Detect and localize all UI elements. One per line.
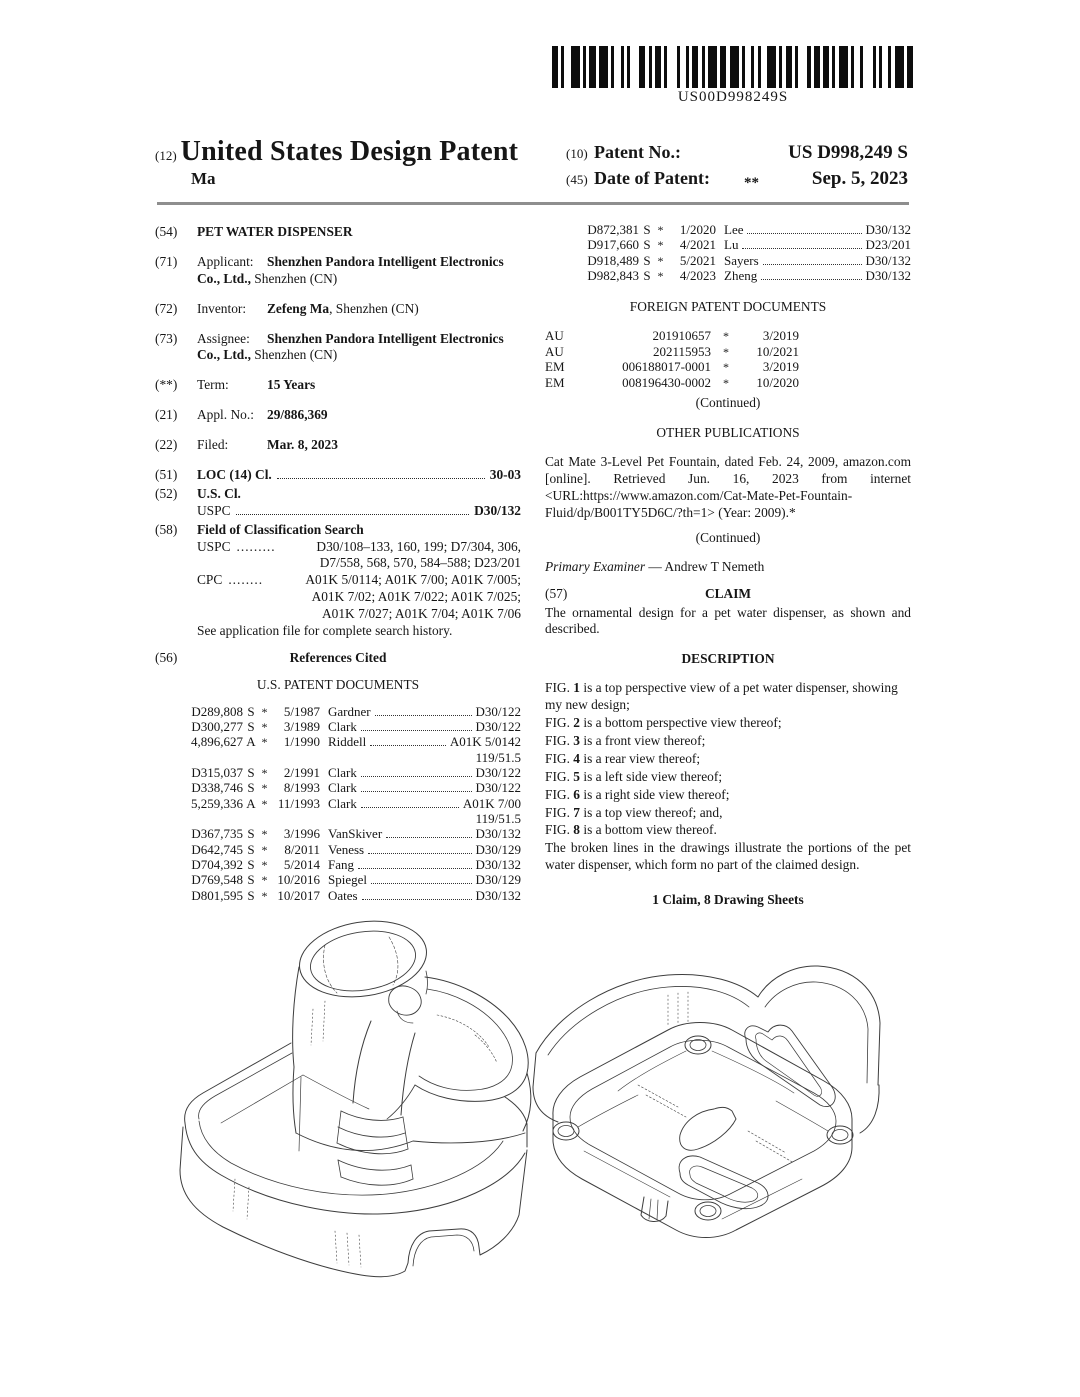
us-class-body <box>197 486 521 520</box>
ref-name: Clark <box>328 765 357 781</box>
ref-star: * <box>261 720 268 735</box>
us-references-list-continued <box>577 222 911 283</box>
dot-leader <box>361 791 472 792</box>
fig-text: is a right side view thereof; <box>580 786 730 802</box>
filed-section <box>155 437 521 454</box>
cpc-search-line-3: A01K 7/027; A01K 7/04; A01K 7/06 <box>321 606 521 622</box>
filed-value: Mar. 8, 2023 <box>267 437 338 453</box>
dot-leader <box>375 715 472 716</box>
ref-name: Oates <box>328 887 358 903</box>
ref-date: 4/2021 <box>679 237 716 253</box>
us-ref-row <box>577 253 911 268</box>
ref-class: D30/129 <box>475 872 521 888</box>
cpc-search-line-1 <box>197 572 521 589</box>
fig-label: FIG. <box>545 804 570 820</box>
us-ref-row <box>181 857 521 872</box>
ref-star: * <box>261 842 268 857</box>
foreign-number: 006188017-0001 <box>622 359 711 375</box>
fig-description <box>545 751 911 768</box>
fig-number: 5 <box>573 768 580 784</box>
description-heading: DESCRIPTION <box>681 651 775 667</box>
ref-kind: S <box>643 222 651 237</box>
claim-heading: CLAIM <box>704 585 752 601</box>
foreign-number: 202115953 <box>652 343 711 359</box>
field-number: (58) <box>155 521 178 537</box>
field-of-search-section <box>155 522 521 640</box>
ref-class: D30/122 <box>475 703 521 719</box>
ref-number: D704,392 <box>191 856 243 872</box>
us-ref-row <box>181 826 521 841</box>
ref-number: D642,745 <box>191 841 243 857</box>
fig-description <box>545 805 911 822</box>
ref-date: 10/2016 <box>277 872 320 888</box>
ref-class: D30/129 <box>475 841 521 857</box>
ref-class: D30/132 <box>865 222 911 237</box>
field-number: (71) <box>155 253 178 269</box>
field-number-45: (45) <box>566 172 588 187</box>
dot-leader <box>763 264 862 265</box>
ref-number: D300,277 <box>191 719 243 735</box>
loc-class-section <box>155 467 521 484</box>
ref-name: Zheng <box>724 267 758 283</box>
us-ref-row <box>181 872 521 887</box>
document-title: United States Design Patent <box>180 136 519 167</box>
assignee-location: Shenzhen (CN) <box>250 347 338 363</box>
ref-kind: S <box>247 826 255 842</box>
ref-kind: S <box>247 765 255 781</box>
fig-number: 6 <box>573 786 580 802</box>
us-class-label: U.S. Cl. <box>197 485 241 501</box>
fig-label: FIG. <box>545 768 570 784</box>
term-text <box>197 377 521 394</box>
filed-text <box>197 437 521 454</box>
cpc-search-line-2: A01K 7/02; A01K 7/022; A01K 7/025; <box>311 589 521 605</box>
dot-leader <box>761 279 861 280</box>
ref-name: Sayers <box>724 252 759 268</box>
front-page-right-column <box>545 222 911 909</box>
dot-leader: ........ <box>228 572 264 588</box>
ref-name: VanSkiver <box>328 826 383 842</box>
patent-no-label: Patent No.: <box>594 142 681 162</box>
drawing-bottom-perspective-view <box>518 935 918 1265</box>
ref-class: D23/201 <box>865 237 911 253</box>
foreign-date: 10/2020 <box>756 374 799 390</box>
ref-name: Clark <box>328 795 357 811</box>
field-number: (54) <box>155 224 178 239</box>
ref-date: 5/2014 <box>283 856 320 872</box>
field-number: (73) <box>155 330 178 346</box>
us-ref-row <box>181 796 521 811</box>
inventor-surname: Ma <box>191 169 216 188</box>
field-number: (56) <box>155 649 178 665</box>
ref-star: * <box>657 268 664 283</box>
uspc-label: USPC <box>197 538 231 554</box>
ref-date: 8/1993 <box>283 780 320 796</box>
inventor-location: , Shenzhen (CN) <box>329 300 419 316</box>
ref-number: D315,037 <box>191 765 243 781</box>
field-number: (51) <box>155 467 178 483</box>
ref-star: * <box>723 375 729 390</box>
claims-sheets-summary: 1 Claim, 8 Drawing Sheets <box>652 892 804 908</box>
country-code: EM <box>545 374 565 390</box>
barcode-caption: US00D998249S <box>677 89 789 105</box>
primary-examiner-label: Primary Examiner <box>545 558 646 574</box>
loc-class-line <box>197 467 521 484</box>
uspc-value: D30/132 <box>474 502 521 518</box>
ref-name: Lu <box>724 237 739 253</box>
ref-class: D30/132 <box>865 267 911 283</box>
ref-star: * <box>261 857 268 872</box>
ref-class: D30/132 <box>475 887 521 903</box>
us-ref-row <box>181 842 521 857</box>
foreign-references-list <box>545 328 911 390</box>
ref-date: 3/1996 <box>283 826 320 842</box>
dot-leader <box>747 233 861 234</box>
fig-number: 8 <box>573 822 580 838</box>
foreign-ref-row <box>545 359 911 375</box>
assignee-section <box>155 331 521 365</box>
figure-description-list <box>545 680 911 839</box>
fig-number: 3 <box>573 732 580 748</box>
ref-kind: S <box>247 780 255 796</box>
barcode-image <box>552 46 914 88</box>
ref-star: * <box>261 735 268 750</box>
country-code: AU <box>545 343 564 359</box>
ref-kind: S <box>643 237 651 253</box>
cpc-classes-1: A01K 5/0114; A01K 7/00; A01K 7/005; <box>305 572 521 588</box>
ref-number: 5,259,336 <box>191 795 243 811</box>
ref-date: 11/1993 <box>277 795 320 811</box>
field-number: (22) <box>155 437 178 453</box>
field-of-search-label: Field of Classification Search <box>197 521 364 537</box>
fig-label: FIG. <box>545 786 570 802</box>
dot-leader <box>386 837 471 838</box>
ref-star: * <box>261 766 268 781</box>
ref-number: D917,660 <box>587 237 639 253</box>
ref-date: 1/1990 <box>283 734 320 750</box>
uspc-search-line-2: D7/558, 568, 570, 584–588; D23/201 <box>319 555 521 571</box>
foreign-ref-row <box>545 375 911 391</box>
other-publications-text: Cat Mate 3-Level Pet Fountain, dated Feb. 24, 2009, amazon.com [online]. Retrieved Jun. 16, 2023 from internet <URL:https://www.amazon.com/Cat-Mate-Pet-Fountain-Fluid/dp/B001TY5D6C/?th=1> (Year: 2009).* <box>545 454 911 521</box>
us-class-section <box>155 486 521 520</box>
us-ref-row <box>577 268 911 283</box>
dot-leader <box>361 807 459 808</box>
applicant-location: Shenzhen (CN) <box>250 270 338 286</box>
assignee-label: Assignee: <box>197 330 250 346</box>
ref-star: * <box>657 238 664 253</box>
dot-leader <box>277 478 485 479</box>
appl-no-section <box>155 407 521 424</box>
ref-star: * <box>261 796 268 811</box>
ref-class: D30/132 <box>475 856 521 872</box>
assignee-text <box>197 331 521 365</box>
fig-label: FIG. <box>545 715 570 731</box>
dot-leader <box>368 853 471 854</box>
field-number-12: (12) <box>155 148 177 163</box>
inventor-section <box>155 301 521 318</box>
appl-no-text <box>197 407 521 424</box>
ref-date: 1/2020 <box>679 222 716 237</box>
ref-date: 4/2023 <box>679 267 716 283</box>
primary-examiner-name: — Andrew T Nemeth <box>645 558 765 574</box>
ref-class: D30/132 <box>865 252 911 268</box>
ref-kind: A <box>246 734 256 750</box>
title-section <box>155 224 521 241</box>
us-references-list-left <box>181 704 521 903</box>
ref-name: Spiegel <box>328 872 367 888</box>
term-label: Term: <box>197 377 229 393</box>
ref-name: Clark <box>328 780 357 796</box>
ref-star: * <box>657 223 664 237</box>
ref-star: * <box>723 329 729 344</box>
fig-text: is a bottom view thereof. <box>580 822 717 838</box>
ref-kind: S <box>247 856 255 872</box>
broken-lines-note: The broken lines in the drawings illustrate the portions of the pet water dispenser, which form no part of the claimed design. <box>545 840 911 873</box>
country-code: AU <box>545 328 564 344</box>
ref-kind: S <box>247 703 255 719</box>
appl-no-value: 29/886,369 <box>267 407 328 423</box>
foreign-ref-row <box>545 328 911 344</box>
ref-kind: S <box>247 841 255 857</box>
dot-leader <box>361 776 472 777</box>
ref-number: D367,735 <box>191 826 243 842</box>
ref-star: * <box>261 888 268 903</box>
search-history-note: See application file for complete search history. <box>197 623 453 639</box>
ref-class-continuation: 119/51.5 <box>475 749 521 765</box>
fig-label: FIG. <box>545 822 570 838</box>
ref-date: 5/2021 <box>679 252 716 268</box>
dot-leader <box>358 868 472 869</box>
patent-date-line <box>566 168 908 190</box>
other-publications-heading: OTHER PUBLICATIONS <box>656 425 800 441</box>
fig-label: FIG. <box>545 680 570 696</box>
fig-description <box>545 787 911 804</box>
ref-date: 8/2011 <box>284 841 320 857</box>
fig-label: FIG. <box>545 750 570 766</box>
ref-name: Gardner <box>328 703 371 719</box>
claim-text: The ornamental design for a pet water dispenser, as shown and described. <box>545 604 911 637</box>
drawing-top-perspective-view <box>175 915 540 1305</box>
uspc-line <box>197 503 521 520</box>
invention-title: PET WATER DISPENSER <box>197 224 353 239</box>
us-ref-row <box>181 780 521 795</box>
term-section <box>155 377 521 394</box>
ref-name: Lee <box>724 222 744 237</box>
foreign-date: 3/2019 <box>762 328 799 344</box>
us-ref-row <box>181 888 521 903</box>
barcode-block <box>552 46 914 106</box>
inventor-label: Inventor: <box>197 300 247 316</box>
term-extension-stars: ** <box>744 175 759 191</box>
dot-leader <box>236 514 470 515</box>
fig-text: is a front view thereof; <box>580 732 706 748</box>
foreign-number: 201910657 <box>652 328 711 344</box>
dot-leader <box>370 745 446 746</box>
date-of-patent-value: Sep. 5, 2023 <box>811 168 908 189</box>
ref-date: 2/1991 <box>283 765 320 781</box>
us-ref-row <box>181 719 521 734</box>
inventor-name: Zefeng Ma <box>267 300 330 316</box>
us-patent-documents-heading: U.S. PATENT DOCUMENTS <box>256 676 420 692</box>
ref-star: * <box>261 827 268 842</box>
us-ref-row <box>181 704 521 719</box>
appl-no-label: Appl. No.: <box>197 407 254 423</box>
ref-date: 10/2017 <box>277 887 320 903</box>
inventor-text <box>197 301 521 318</box>
fig-number: 1 <box>573 680 580 696</box>
ref-star: * <box>261 704 268 719</box>
ref-class: D30/122 <box>475 719 521 735</box>
field-number-57: (57) <box>545 585 568 601</box>
applicant-section <box>155 254 521 288</box>
fig-text: is a left side view thereof; <box>580 768 723 784</box>
fig-number: 2 <box>573 715 580 731</box>
us-ref-row <box>577 237 911 252</box>
ref-star: * <box>657 253 664 268</box>
patent-number-line <box>566 142 908 164</box>
applicant-text <box>197 254 521 288</box>
date-of-patent-label: Date of Patent: <box>594 168 710 188</box>
ref-name: Veness <box>328 841 365 857</box>
patent-no-value: US D998,249 S <box>788 142 908 163</box>
foreign-date: 3/2019 <box>762 359 799 375</box>
ref-kind: S <box>247 719 255 735</box>
applicant-name: Shenzhen Pandora Intelligent Electronics Co., Ltd., <box>197 253 504 286</box>
applicant-label: Applicant: <box>197 253 254 269</box>
fig-description <box>545 680 911 714</box>
fig-text: is a top view thereof; and, <box>580 804 723 820</box>
uspc-label: USPC <box>197 502 231 518</box>
header-right <box>566 142 908 194</box>
fig-number: 4 <box>573 750 580 766</box>
ref-name: Clark <box>328 719 357 735</box>
references-cited-heading <box>155 650 521 667</box>
loc-class-value: 30-03 <box>489 467 521 483</box>
country-code: EM <box>545 359 565 375</box>
ref-star: * <box>723 344 729 359</box>
uspc-classes-1: D30/108–133, 160, 199; D7/304, 306, <box>316 538 521 554</box>
field-number: (**) <box>155 377 178 393</box>
fig-number: 7 <box>573 804 580 820</box>
ref-date: 5/1987 <box>283 703 320 719</box>
ref-kind: S <box>643 252 651 268</box>
claim-heading-row <box>545 586 911 603</box>
field-number-10: (10) <box>566 146 588 161</box>
header-left <box>155 136 575 189</box>
ref-number: D769,548 <box>191 872 243 888</box>
foreign-date: 10/2021 <box>756 343 799 359</box>
us-ref-row <box>181 765 521 780</box>
loc-class-label: LOC (14) Cl. <box>197 467 272 483</box>
field-of-search-body <box>197 522 521 640</box>
field-number: (21) <box>155 407 178 423</box>
ref-number: D982,843 <box>587 267 639 283</box>
ref-kind: A <box>246 795 256 811</box>
bibliographic-column <box>155 224 521 903</box>
ref-name: Fang <box>328 856 354 872</box>
fig-description <box>545 769 911 786</box>
field-number: (72) <box>155 300 178 316</box>
fig-text: is a bottom perspective view thereof; <box>580 715 782 731</box>
ref-number: D289,808 <box>191 703 243 719</box>
uspc-search-line-1 <box>197 539 521 556</box>
ref-star: * <box>261 781 268 796</box>
dot-leader <box>362 899 472 900</box>
us-ref-row <box>181 734 521 749</box>
dot-leader <box>742 248 861 249</box>
ref-number: D872,381 <box>587 222 639 237</box>
ref-number: D801,595 <box>191 887 243 903</box>
ref-number: D338,746 <box>191 780 243 796</box>
ref-date: 3/1989 <box>283 719 320 735</box>
term-value: 15 Years <box>267 377 316 393</box>
ref-kind: S <box>247 872 255 888</box>
ref-class: A01K 5/0142 <box>449 734 521 750</box>
field-number: (52) <box>155 485 178 501</box>
ref-number: D918,489 <box>587 252 639 268</box>
fig-label: FIG. <box>545 732 570 748</box>
ref-star: * <box>261 873 268 888</box>
header-divider <box>157 202 909 205</box>
us-ref-row <box>577 222 911 237</box>
examiner-line <box>545 559 911 576</box>
dot-leader <box>361 730 472 731</box>
ref-star: * <box>723 360 729 375</box>
fig-text: is a top perspective view of a pet water dispenser, showing my new design; <box>545 680 898 713</box>
dot-leader: ......... <box>236 538 276 554</box>
ref-kind: S <box>247 887 255 903</box>
fig-description <box>545 733 911 750</box>
filed-label: Filed: <box>197 437 229 453</box>
foreign-continued-note: (Continued) <box>695 394 761 410</box>
fig-text: is a rear view thereof; <box>580 750 701 766</box>
ref-name: Riddell <box>328 734 367 750</box>
cpc-label: CPC <box>197 572 223 588</box>
foreign-patent-documents-heading: FOREIGN PATENT DOCUMENTS <box>629 299 827 315</box>
ref-class: D30/122 <box>475 765 521 781</box>
fig-description <box>545 715 911 732</box>
ref-class: D30/122 <box>475 780 521 796</box>
ref-class-continuation: 119/51.5 <box>475 811 521 826</box>
ref-kind: S <box>643 267 651 283</box>
assignee-name: Shenzhen Pandora Intelligent Electronics Co., Ltd., <box>197 330 504 363</box>
ref-number: 4,896,627 <box>191 734 243 750</box>
ref-class: A01K 7/00 <box>462 795 521 811</box>
foreign-ref-row <box>545 344 911 360</box>
ref-class: D30/132 <box>475 826 521 842</box>
references-cited-title: References Cited <box>289 649 387 665</box>
dot-leader <box>371 883 472 884</box>
publications-continued-note: (Continued) <box>695 529 761 545</box>
fig-description <box>545 822 911 839</box>
foreign-number: 008196430-0002 <box>622 374 711 390</box>
